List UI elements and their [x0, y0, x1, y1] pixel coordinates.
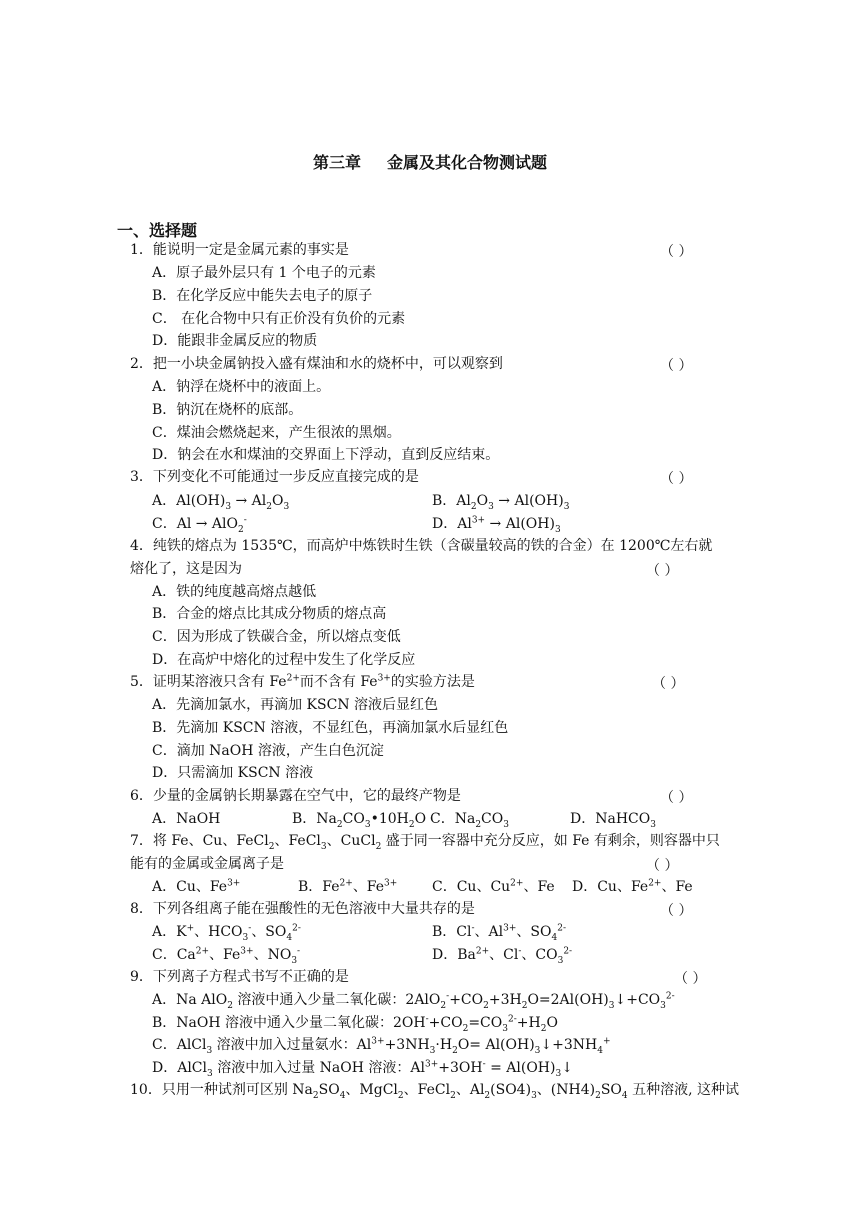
q9-option-a: A．Na AlO$_2$ 溶液中通入少量二氧化碳：$2AlO_2^-+CO_2+3H_2O=2Al(OH)_3↓+CO_3^{2-}$: [152, 991, 675, 1011]
q1-option-a: A．原子最外层只有 1 个电子的元素: [152, 265, 376, 281]
q1-option-b: B．在化学反应中能失去电子的原子: [152, 288, 373, 304]
q5-option-a: A．先滴加氯水，再滴加 KSCN 溶液后显红色: [152, 697, 439, 713]
q3-option-c: C．Al → AlO$_2$-: [152, 515, 247, 535]
question-3-stem: 3．下列变化不可能通过一步反应直接完成的是: [130, 469, 419, 485]
q9-option-d: D．AlCl$_3$ 溶液中加入过量 NaOH 溶液：$Al^{3+}+3OH^-$ = $Al(OH)_3↓$: [152, 1059, 573, 1079]
q9-option-b: B．NaOH 溶液中通入少量二氧化碳：$2OH^-+CO_2=CO_3^{2-}+H_2O$: [152, 1014, 558, 1034]
q4-option-a: A．铁的纯度越高熔点越低: [152, 584, 317, 600]
answer-blank: （ ）: [646, 858, 679, 874]
q6-option-a: A．NaOH: [152, 811, 221, 827]
question-5-stem: 5．证明某溶液只含有 $Fe^{2+}$而不含有 $Fe^{3+}$的实验方法是: [130, 673, 475, 690]
q9-option-c: C．AlCl$_3$ 溶液中加入过量氨水：$Al^{3+}+3NH_3\cdot H_2O=$ $Al(OH)_3↓+3NH_4^+$: [152, 1036, 611, 1056]
q6-option-b: B．$Na_2CO_3•10H_2O$: [292, 811, 427, 830]
answer-blank: （ ）: [660, 358, 693, 374]
q5-option-d: D．只需滴加 KSCN 溶液: [152, 765, 314, 781]
q7-option-b: B．$Fe^{2+}$、$Fe^{3+}$: [298, 878, 398, 895]
q8-option-b: B．Cl-、$Al^{3+}$、$SO_4^{2-}$: [432, 923, 566, 943]
question-10-stem: 10．只用一种试剂可区别 $Na_2SO_4$、MgCl$_2$、FeCl$_2$、$Al_2(SO4)_3$、$(NH4)_2SO_4$ 五种溶液, 这种试: [130, 1082, 739, 1101]
answer-blank: （ ）: [660, 244, 693, 260]
q3-option-d: D．$Al^{3+} \to Al(OH)_3$: [432, 515, 561, 535]
answer-blank: （ ）: [660, 471, 693, 487]
question-2-stem: 2．把一小块金属钠投入盛有煤油和水的烧杯中，可以观察到: [130, 356, 503, 372]
question-9-stem: 9．下列离子方程式书写不正确的是: [130, 969, 349, 985]
q7-option-d: D．Cu、$Fe^{2+}$、Fe: [572, 878, 693, 895]
q5-option-c: C．滴加 NaOH 溶液，产生白色沉淀: [152, 743, 384, 759]
q8-option-c: C．$Ca^{2+}$、$Fe^{3+}$、$NO_3^-$: [152, 946, 301, 966]
q8-option-a: A．K+、$HCO_3^-$、$SO_4^{2-}$: [152, 923, 301, 943]
q1-option-d: D．能跟非金属反应的物质: [152, 333, 318, 349]
q3-option-a: A．$Al(OH)_3 \to Al_2O_3$: [152, 493, 290, 512]
answer-blank: （ ）: [660, 903, 693, 919]
q8-option-d: D．$Ba^{2+}$、Cl-、$CO_3^{2-}$: [432, 946, 573, 966]
question-7-stem-line2: 能有的金属或金属离子是: [130, 856, 284, 872]
q6-option-d: D．NaHCO$_3$: [570, 811, 656, 830]
question-7-stem-line1: 7．将 Fe、Cu、FeCl$_2$、FeCl$_3$、CuCl$_2$ 盛于同一容器中充分反应，如 Fe 有剩余，则容器中只: [130, 833, 720, 852]
question-8-stem: 8．下列各组离子能在强酸性的无色溶液中大量共存的是: [130, 901, 475, 917]
answer-blank: （ ）: [674, 971, 707, 987]
answer-blank: （ ）: [652, 676, 685, 692]
q4-option-c: C．因为形成了铁碳合金，所以熔点变低: [152, 629, 401, 645]
q4-option-b: B．合金的熔点比其成分物质的熔点高: [152, 606, 387, 622]
question-4-stem-line1: 4．纯铁的熔点为 1535℃，而高炉中炼铁时生铁（含碳量较高的铁的合金）在 1200℃左右就: [130, 538, 713, 554]
chapter-label: 第三章: [312, 153, 361, 172]
page-title: [0, 150, 860, 173]
q1-option-c: C． 在化合物中只有正价没有负价的元素: [152, 311, 406, 327]
answer-blank: （ ）: [646, 563, 679, 579]
q2-option-d: D．钠会在水和煤油的交界面上下浮动，直到反应结束。: [152, 447, 500, 463]
q7-option-c: C．Cu、$Cu^{2+}$、Fe: [432, 878, 555, 895]
q2-option-c: C．煤油会燃烧起来，产生很浓的黑烟。: [152, 425, 401, 441]
question-4-stem-line2: 熔化了，这是因为: [130, 561, 242, 577]
answer-blank: （ ）: [660, 790, 693, 806]
q3-option-b: B．$Al_2O_3 \to Al(OH)_3$: [432, 493, 570, 512]
question-1-stem: 1．能说明一定是金属元素的事实是: [130, 242, 349, 258]
q6-option-c: C．$Na_2CO_3$: [430, 811, 509, 830]
question-6-stem: 6．少量的金属钠长期暴露在空气中，它的最终产物是: [130, 788, 461, 804]
q4-option-d: D．在高炉中熔化的过程中发生了化学反应: [152, 652, 416, 668]
q2-option-b: B．钠沉在烧杯的底部。: [152, 402, 303, 418]
q5-option-b: B．先滴加 KSCN 溶液，不显红色，再滴加氯水后显红色: [152, 720, 509, 736]
section-heading: 一、选择题: [117, 221, 198, 240]
q7-option-a: A．Cu、$Fe^{3+}$: [152, 878, 241, 895]
q2-option-a: A．钠浮在烧杯中的液面上。: [152, 379, 331, 395]
subject-label: 金属及其化合物测试题: [387, 153, 548, 172]
